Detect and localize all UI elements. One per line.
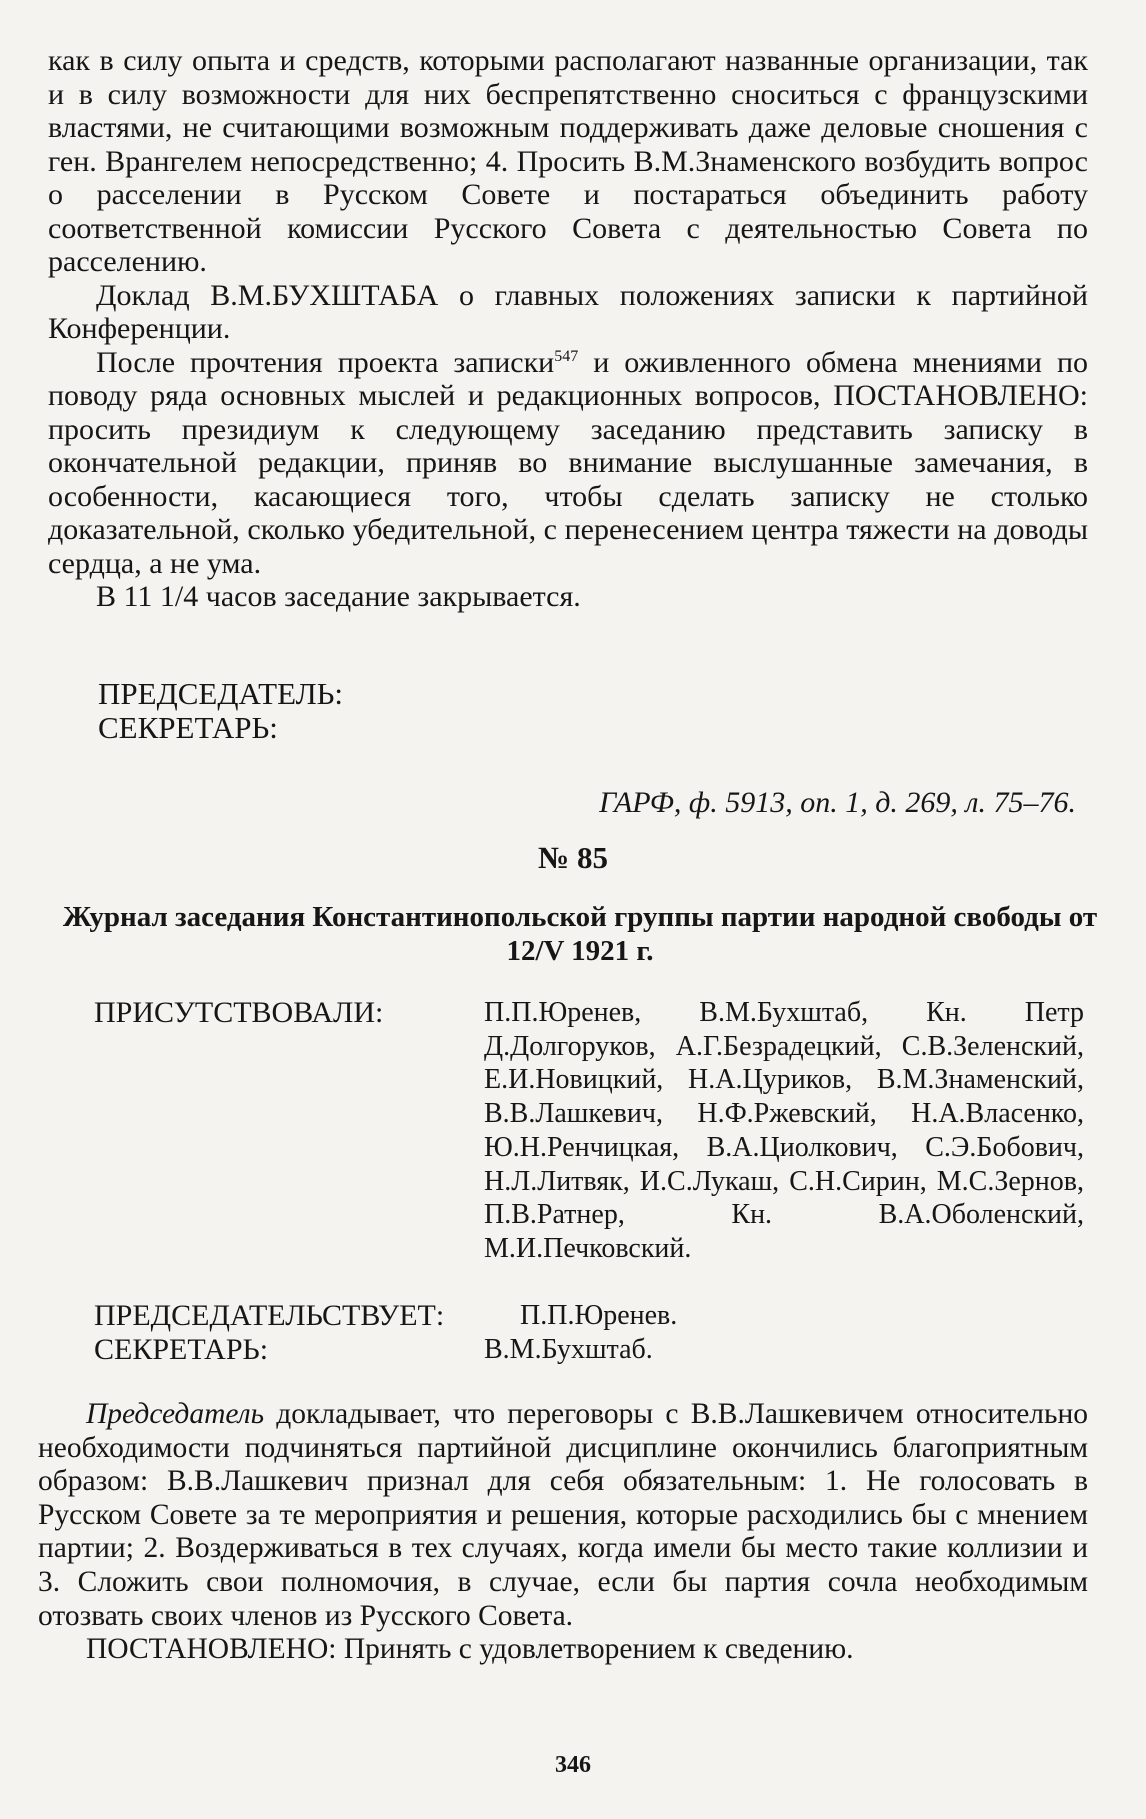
- body-text-block: [38, 1398, 1088, 1667]
- paragraph-resolution: [48, 346, 1088, 581]
- resolution-text-start: После прочтения проекта записки: [96, 345, 555, 379]
- signature-chair: ПРЕДСЕДАТЕЛЬ:: [98, 676, 344, 711]
- paragraph-closing: В 11 1/4 часов заседание закрывается.: [96, 580, 581, 613]
- archive-source: ГАРФ, ф. 5913, оп. 1, д. 269, л. 75–76.: [599, 786, 1076, 819]
- paragraph-resettlement: как в силу опыта и средств, которыми располагают названные организации, так и в силу возможности для них беспрепятственно сноситься с французскими властями, не считающими возможным поддерживать даже деловые сношения с ген. Врангелем непосредственно; 4. Просить В.М.Знаменского возбудить вопрос о расселении в Русском Совете и постараться объединить работу соответственной комиссии Русского Совета с деятельностью Совета по расселению.: [48, 44, 1088, 278]
- secretary-label: СЕКРЕТАРЬ:: [94, 1333, 269, 1366]
- page-number: 346: [555, 1752, 591, 1778]
- chair-name: П.П.Юренев.: [520, 1300, 678, 1331]
- top-text-block: [48, 44, 1088, 614]
- chair-label: ПРЕДСЕДАТЕЛЬСТВУЕТ:: [94, 1299, 445, 1332]
- paragraph-report: Доклад В.М.БУХШТАБА о главных положениях записки к партийной Конференции.: [48, 278, 1088, 345]
- signature-secretary: СЕКРЕТАРЬ:: [98, 710, 278, 745]
- footnote-ref-547[interactable]: 547: [554, 347, 579, 365]
- chairman-report-text: докладывает, что переговоры с В.В.Лашкевичем относительно необходимости подчиняться партийной дисциплине окончились благоприятным образом: В.В.Лашкевич признал для себя обязательным: 1. Не голосовать в Русском Совете за те мероприятия и решения, которые расходились бы с мнением партии; 2. Воздерживаться в тех случаях, когда имели бы место такие коллизии и 3. Сложить свои полномочия, в случае, если бы партия сочла необходимым отозвать своих членов из Русского Совета.: [38, 1398, 1088, 1632]
- resolution-text-end: и оживленного обмена мнениями по поводу ряда основных мыслей и редакционных вопросов, ПОСТАНОВЛЕНО: просить президиум к следующему заседанию представить записку в окончательной редакции, приняв во внимание выслушанные замечания, в особенности, касающиеся того, чтобы сделать записку не столько доказательной, сколько убедительной, с перенесением центра тяжести на доводы сердца, а не ума.: [48, 345, 1089, 580]
- document-number: № 85: [538, 840, 608, 875]
- secretary-name: В.М.Бухштаб.: [484, 1334, 653, 1365]
- chairman-word: Председатель: [86, 1398, 265, 1430]
- present-names: П.П.Юренев, В.М.Бухштаб, Кн. Петр Д.Долгоруков, А.Г.Безрадецкий, С.В.Зеленский, Е.И.Новицкий, Н.А.Цуриков, В.М.Знаменский, В.В.Лашкевич, Н.Ф.Ржевский, Н.А.Власенко, Ю.Н.Ренчицкая, В.А.Циолкович, С.Э.Бобович, Н.Л.Литвяк, И.С.Лукаш, С.Н.Сирин, М.С.Зернов, П.В.Ратнер, Кн. В.А.Оболенский, М.И.Печковский.: [484, 997, 1084, 1264]
- document-title: Журнал заседания Константинопольской группы партии народной свободы от 12/V 1921 г.: [62, 901, 1098, 967]
- present-label: ПРИСУТСТВОВАЛИ:: [94, 996, 384, 1029]
- paragraph-chairman-report: [38, 1398, 1088, 1633]
- paragraph-final-resolution: ПОСТАНОВЛЕНО: Принять с удовлетворением к сведению.: [86, 1633, 854, 1666]
